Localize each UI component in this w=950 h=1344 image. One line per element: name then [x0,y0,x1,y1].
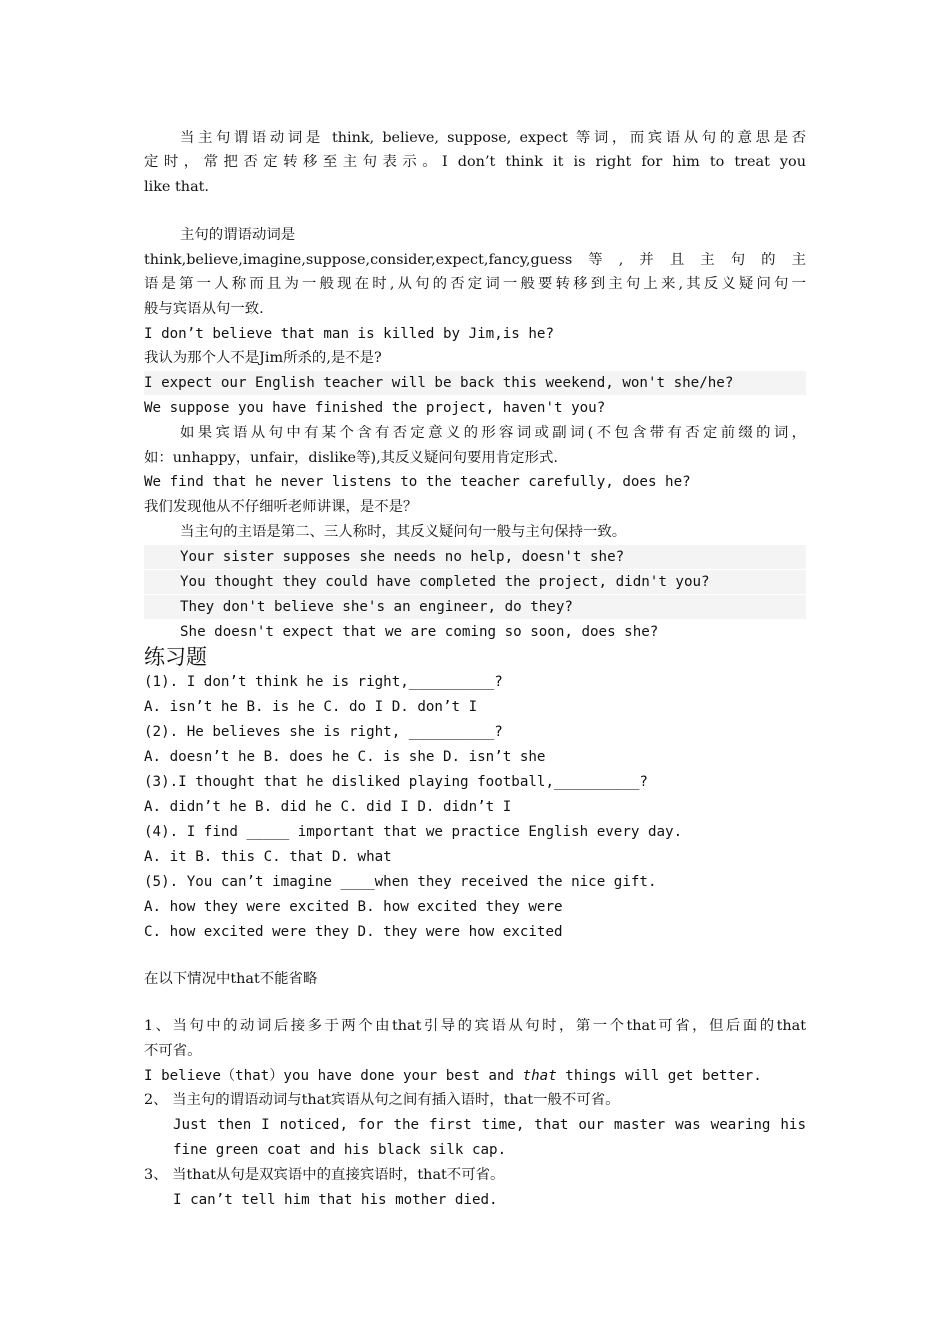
example-sentence: She doesn't expect that we are coming so soon, does she? [180,624,659,640]
exercise-question: (3).I thought that he disliked playing football,__________? [144,774,648,790]
example-translation: 我们发现他从不仔细听老师讲课，是不是？ [144,499,418,515]
exercise-options: C. how excited were they D. they were how excited [144,924,563,940]
paragraph-line: 定时，常把否定转移至主句表示。I don’t think it is right for him to treat you [144,154,806,170]
exercise-options: A. it B. this C. that D. what [144,849,392,865]
exercise-options: A. how they were excited B. how excited they were [144,899,563,915]
paragraph-line: 如果宾语从句中有某个含有否定意义的形容词或副词(不包含带有否定前缀的词， [180,425,806,441]
example-sentence: They don't believe she's an engineer, do they? [144,595,806,619]
section-title: 在以下情况中that不能省略 [144,971,318,987]
rule-example-post: things will get better. [556,1068,762,1084]
example-translation: 我认为那个人不是Jim所杀的,是不是? [144,350,382,366]
rule-example: Just then I noticed, for the first time, that our master was wearing his [173,1117,806,1133]
example-sentence: We suppose you have finished the project, haven't you? [144,400,606,416]
rule-line: 不可省。 [144,1043,202,1059]
exercises-title: 练习题 [144,645,207,669]
paragraph-line: 语是第一人称而且为一般现在时,从句的否定词一般要转移到主句上来,其反义疑问句一 [144,276,806,292]
example-sentence: You thought they could have completed the project, didn't you? [144,570,806,594]
paragraph-line: 主句的谓语动词是 [180,227,296,243]
rule-example-italic: that [522,1068,557,1084]
paragraph-line: 如：unhappy，unfair，dislike等),其反义疑问句要用肯定形式. [144,450,558,466]
exercise-options: A. isn’t he B. is he C. do I D. don’t I [144,699,478,715]
paragraph-line: like that. [144,179,210,195]
exercise-question: (4). I find _____ important that we practice English every day. [144,824,683,840]
paragraph-line: think,believe,imagine,suppose,consider,expect,fancy,guess等,并且主句的主 [144,252,806,268]
rule-line: 2、 当主句的谓语动词与that宾语从句之间有插入语时，that一般不可省。 [144,1092,620,1108]
document-page [144,0,806,1344]
rule-line: 3、 当that从句是双宾语中的直接宾语时，that不可省。 [144,1167,505,1183]
exercise-options: A. doesn’t he B. does he C. is she D. isn’t she [144,749,546,765]
paragraph-line: 般与宾语从句一致. [144,301,264,317]
rule-example: fine green coat and his black silk cap. [173,1142,507,1158]
example-sentence: I don’t believe that man is killed by Jim,is he? [144,326,554,342]
example-sentence: We find that he never listens to the teacher carefully, does he? [144,474,691,490]
exercise-question: (1). I don’t think he is right,__________? [144,674,503,690]
exercise-question: (2). He believes she is right, __________? [144,724,503,740]
rule-line: 1、当句中的动词后接多于两个由that引导的宾语从句时，第一个that可省，但后面的that [144,1018,806,1034]
example-sentence: Your sister supposes she needs no help, doesn't she? [144,545,806,569]
rule-example [144,1064,806,1088]
exercise-options: A. didn’t he B. did he C. did I D. didn’t I [144,799,512,815]
exercise-question: (5). You can’t imagine ____when they received the nice gift. [144,874,657,890]
example-sentence: I expect our English teacher will be back this weekend, won't she/he? [144,371,806,395]
rule-example-pre: I believe（that）you have done your best and [144,1068,523,1084]
paragraph-line: 当主句的主语是第二、三人称时，其反义疑问句一般与主句保持一致。 [180,524,627,540]
rule-example: I can’t tell him that his mother died. [173,1192,498,1208]
paragraph-line: 当主句谓语动词是 think, believe, suppose, expect 等词，而宾语从句的意思是否 [180,130,806,146]
